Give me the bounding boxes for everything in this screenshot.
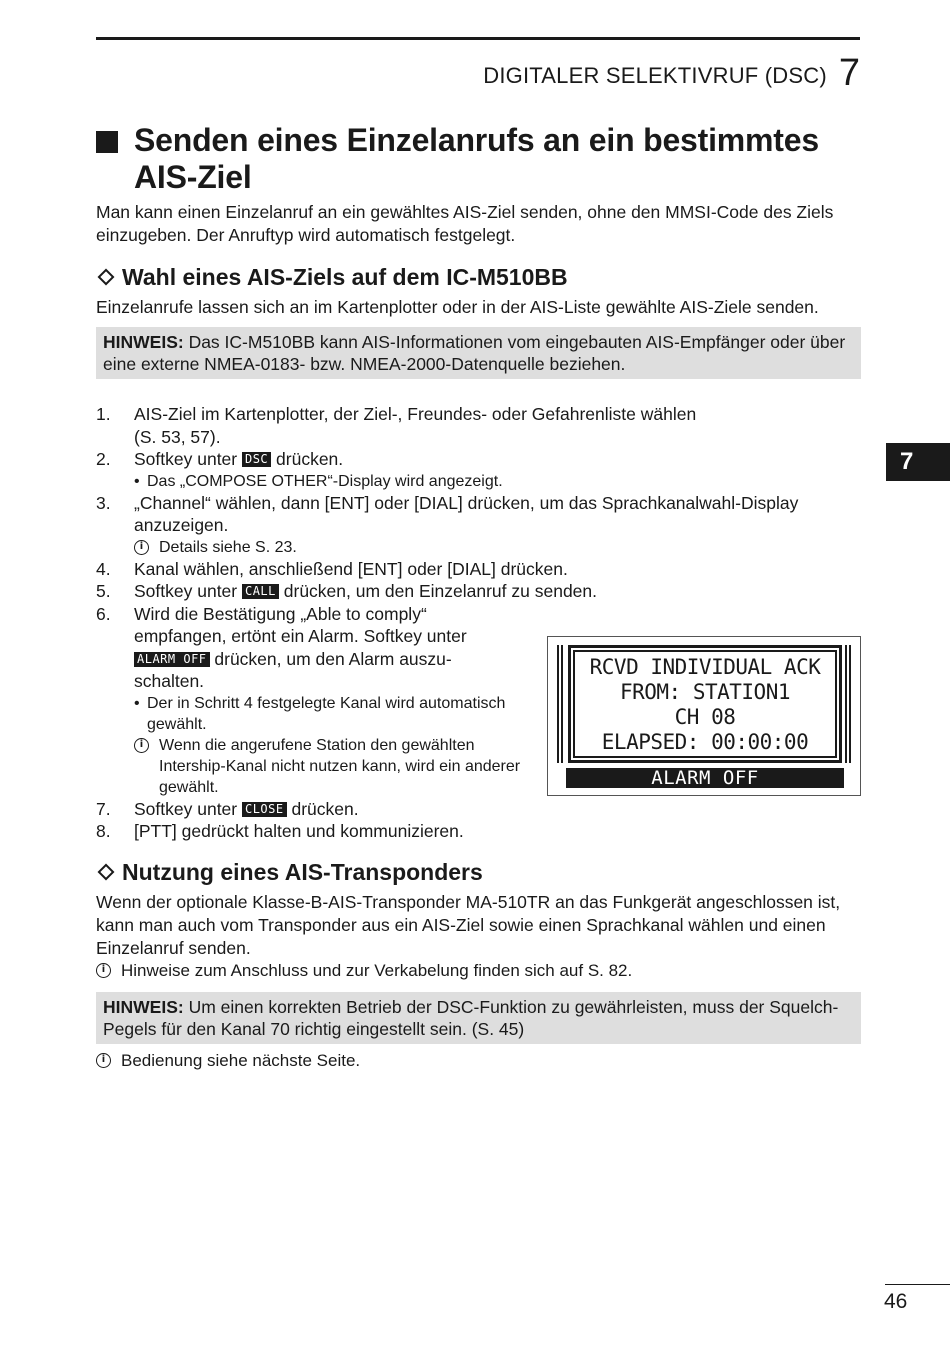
info-text: Hinweise zum Anschluss und zur Verkabelung finden sich auf S. 82. (121, 960, 633, 980)
step-2 (96, 448, 861, 471)
step-number: 8. (96, 821, 111, 841)
subsection-title-1 (96, 262, 861, 292)
dsc-softkey: DSC (242, 452, 271, 467)
info-icon: i (134, 738, 149, 753)
step-number: 1. (96, 404, 111, 424)
lcd-frame-left (557, 645, 563, 763)
chapter-number: 7 (838, 52, 860, 94)
square-bullet-icon (96, 131, 118, 153)
section-intro: Man kann einen Einzelanruf an ein gewähltes AIS-Ziel senden, ohne den MMSI-Code des Ziels einzugeben. Der Anruftyp wird automatisch festgelegt. (96, 202, 834, 245)
info-text: Wenn die angerufene Station den gewählten Intership-Kanal nicht nutzen kann, wird ein anderer gewählt. (159, 736, 521, 796)
lcd-line-4: ELAPSED: 00:00:00 (601, 730, 809, 754)
footer-rule (885, 1284, 950, 1285)
lcd-text-area (573, 650, 837, 758)
page-number: 46 (884, 1290, 908, 1313)
step-text: Softkey unter (134, 449, 242, 469)
section-title-line2: AIS-Ziel (134, 159, 252, 195)
step-2-bullet: • Das „COMPOSE OTHER“-Display wird angezeigt. (134, 472, 503, 490)
diamond-bullet-icon (98, 269, 115, 286)
lcd-frame-right (845, 645, 851, 763)
alarm-off-softkey: ALARM OFF (134, 652, 210, 667)
step-3-info (96, 537, 861, 558)
note-label: HINWEIS: (103, 332, 184, 352)
section-title-line1: Senden eines Einzelanrufs an ein bestimmtes (134, 122, 819, 158)
section-title (96, 122, 861, 196)
section-header-title: DIGITALER SELEKTIVRUF (DSC) (483, 63, 827, 88)
step-number: 7. (96, 798, 111, 819)
top-rule (96, 37, 860, 40)
subsection-title-2-text: Nutzung eines AIS-Transponders (122, 858, 483, 885)
lcd-line-2: FROM: STATION1 (619, 680, 790, 704)
step-number: 5. (96, 581, 111, 601)
note-label: HINWEIS: (103, 996, 184, 1017)
step-6-info (96, 735, 528, 798)
step-text: Kanal wählen, anschließend [ENT] oder [DIAL] drücken. (134, 558, 568, 579)
step-text: schalten. (134, 671, 205, 691)
step-number: 4. (96, 558, 111, 579)
step-number: 2. (96, 449, 111, 469)
call-softkey: CALL (242, 584, 279, 599)
note-box-1 (96, 327, 861, 379)
subsection-title-1-text: Wahl eines AIS-Ziels auf dem IC-M510BB (122, 264, 568, 290)
subsection-title-2 (96, 857, 861, 887)
step-text: „Channel“ wählen, dann [ENT] oder [DIAL] drücken, um das Sprachkanalwahl-Display anzuzeigen. (134, 492, 799, 535)
info-icon: i (96, 1053, 111, 1068)
step-text: drücken. (286, 798, 359, 819)
step-3 (96, 492, 861, 537)
bullet-text: Der in Schritt 4 festgelegte Kanal wird automatisch gewählt. (147, 694, 506, 733)
step-5 (96, 580, 861, 603)
step-text: empfangen, ertönt ein Alarm. Softkey unter (134, 626, 467, 646)
info-icon: i (134, 540, 149, 555)
lcd-line-3: CH 08 (674, 705, 736, 729)
note-text: Das IC-M510BB kann AIS-Informationen vom eingebauten AIS-Empfänger oder über eine externe NMEA-0183- bzw. NMEA-2000-Datenquelle beziehen. (103, 332, 846, 374)
next-page-info (96, 1050, 861, 1072)
lcd-line-1: RCVD INDIVIDUAL ACK (589, 655, 821, 679)
step-text: drücken. (271, 449, 344, 469)
bullet-text: Das „COMPOSE OTHER“-Display wird angezeigt. (147, 472, 503, 490)
step-text: Softkey unter (134, 798, 242, 819)
step-text: drücken, um den Alarm auszu- (209, 648, 452, 669)
step-number: 6. (96, 603, 111, 624)
step-4 (96, 558, 861, 581)
step-8 (96, 820, 861, 843)
lcd-alarm-off-softkey: ALARM OFF (566, 768, 844, 788)
close-softkey: CLOSE (242, 802, 287, 817)
step-number: 3. (96, 492, 111, 513)
note-box-2 (96, 992, 861, 1044)
step-text: [PTT] gedrückt halten und kommunizieren. (134, 821, 464, 841)
lcd-display (568, 645, 842, 763)
info-icon: i (96, 963, 111, 978)
page-content (96, 122, 861, 1072)
step-1 (96, 403, 861, 448)
step-6 (96, 603, 516, 693)
info-text: Details siehe S. 23. (159, 538, 297, 556)
step-text: AIS-Ziel im Kartenplotter, der Ziel-, Freundes- oder Gefahrenliste wählen (134, 404, 697, 424)
note-text: Um einen korrekten Betrieb der DSC-Funktion zu gewährleisten, muss der Squelch-Pegels für den Kanal 70 richtig eingestellt sein. (S. 45) (103, 996, 839, 1039)
step-6-bullet: • Der in Schritt 4 festgelegte Kanal wird automatisch gewählt. (96, 693, 516, 735)
step-text: Softkey unter (134, 581, 242, 601)
chapter-side-tab: 7 (886, 443, 950, 481)
step-text: (S. 53, 57). (134, 426, 221, 447)
info-text: Bedienung siehe nächste Seite. (121, 1050, 361, 1070)
step-text: drücken, um den Einzelanruf zu senden. (278, 581, 598, 601)
subsection-1-text: Einzelanrufe lassen sich an im Kartenplotter oder in der AIS-Liste gewählte AIS-Ziele senden. (96, 297, 819, 317)
subsection-2-text: Wenn der optionale Klasse-B-AIS-Transponder MA-510TR an das Funkgerät angeschlossen ist, kann man auch vom Transponder aus ein AIS-Ziel sowie einen Sprachkanal wählen und einen Einzelanruf senden. (96, 891, 841, 958)
step-7 (96, 798, 861, 821)
running-head (483, 52, 860, 94)
lcd-screen-illustration (547, 636, 861, 796)
diamond-bullet-icon (98, 863, 115, 880)
step-text: Wird die Bestätigung „Able to comply“ (134, 603, 427, 624)
subsection-2-info (96, 960, 861, 982)
